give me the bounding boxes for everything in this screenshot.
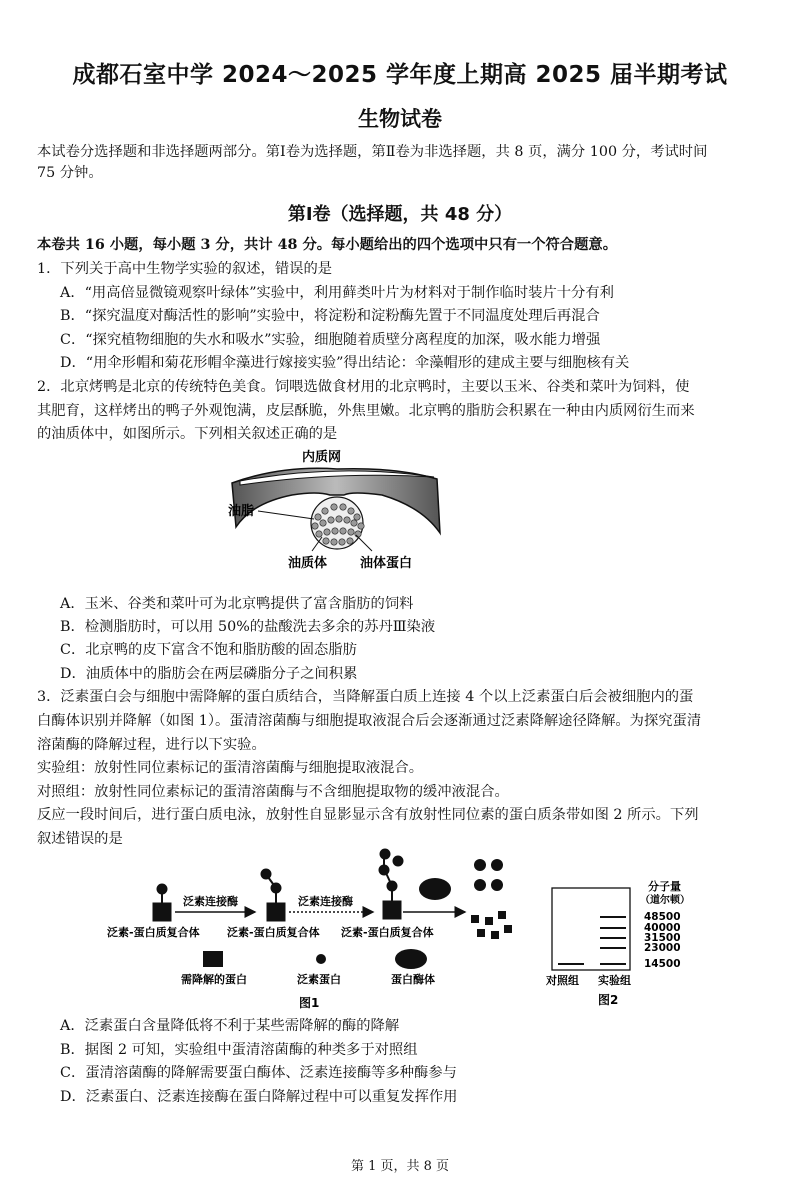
- legend-ubiquitin-shape: [316, 954, 326, 964]
- mw-14500: 14500: [644, 958, 681, 970]
- enzyme-label-2: 泛素连接酶: [298, 895, 353, 908]
- legend-target-label: 需降解的蛋白: [181, 973, 247, 986]
- legend-target-shape: [203, 951, 223, 967]
- oil-protein-label: 油体蛋白: [360, 556, 413, 571]
- section-instruction: 本卷共 16 小题，每小题 3 分，共计 48 分。每小题给出的四个选项中只有一个符合题意。: [37, 237, 617, 253]
- ubiquitin-pathway-figure: [105, 845, 525, 1015]
- degraded-fragments: [471, 911, 512, 939]
- oil-body-figure: [222, 445, 452, 575]
- q1-stem: 1．下列关于高中生物学实验的叙述，错误的是: [37, 261, 333, 277]
- section-title: 第Ⅰ卷（选择题，共 48 分）: [287, 204, 513, 225]
- intro-line-1: 本试卷分选择题和非选择题两部分。第Ⅰ卷为选择题，第Ⅱ卷为非选择题，共 8 页，满分 100 分，考试时间: [37, 144, 708, 160]
- complex-2: [261, 869, 285, 921]
- q2-stem-3: 的油质体中，如图所示。下列相关叙述正确的是: [37, 426, 338, 442]
- released-ubiquitin: [474, 859, 503, 891]
- q3-option-c: C．蛋清溶菌酶的降解需要蛋白酶体、泛素连接酶等多种酶参与: [60, 1065, 457, 1081]
- complex-label-2: 泛素-蛋白质复合体: [227, 926, 320, 939]
- q3-result-1: 反应一段时间后，进行蛋白质电泳，放射性自显影显示含有放射性同位素的蛋白质条带如图 2 所示。下列: [37, 807, 699, 823]
- mw-title-1: 分子量: [648, 880, 681, 893]
- control-lane-label: 对照组: [546, 974, 579, 987]
- mw-title-2: （道尔顿）: [640, 895, 690, 906]
- enzyme-label-1: 泛素连接酶: [183, 895, 238, 908]
- q1-option-d: D．“用伞形帽和菊花形帽伞藻进行嫁接实验”得出结论：伞藻帽形的建成主要与细胞核有关: [60, 355, 630, 371]
- q1-option-a: A．“用高倍显微镜观察叶绿体”实验中，利用藓类叶片为材料对于制作临时装片十分有利: [60, 285, 614, 301]
- q3-stem-1: 3．泛素蛋白会与细胞中需降解的蛋白质结合，当降解蛋白质上连接 4 个以上泛素蛋白后会被细胞内的蛋: [37, 689, 694, 705]
- q1-option-b: B．“探究温度对酶活性的影响”实验中，将淀粉和淀粉酶先置于不同温度处理后再混合: [60, 308, 600, 324]
- legend-proteasome-shape: [395, 949, 427, 969]
- q3-option-a: A．泛素蛋白含量降低将不利于某些需降解的酶的降解: [60, 1018, 400, 1034]
- q2-option-c: C．北京鸭的皮下富含不饱和脂肪酸的固态脂肪: [60, 642, 357, 658]
- mw-48500: 48500: [644, 911, 681, 923]
- oil-body-label: 油质体: [288, 556, 328, 571]
- q2-option-b: B．检测脂肪时，可以用 50%的盐酸洗去多余的苏丹Ⅲ染液: [60, 619, 436, 635]
- complex-1: [153, 884, 171, 921]
- complex-label-1: 泛素-蛋白质复合体: [107, 926, 200, 939]
- intro-line-2: 75 分钟。: [37, 165, 103, 181]
- q2-option-d: D．油质体中的脂肪会在两层磷脂分子之间积累: [60, 666, 358, 682]
- fig1-caption: 图1: [299, 996, 320, 1010]
- q3-experiment-group: 实验组：放射性同位素标记的蛋清溶菌酶与细胞提取液混合。: [37, 760, 424, 776]
- q3-stem-3: 溶菌酶的降解过程，进行以下实验。: [37, 737, 266, 753]
- page-footer: 第 1 页，共 8 页: [350, 1159, 450, 1174]
- complex-3: [379, 849, 403, 919]
- experiment-lane-label: 实验组: [598, 974, 631, 987]
- er-label: 内质网: [302, 450, 342, 465]
- mw-40000: 40000: [644, 922, 681, 934]
- electrophoresis-figure: [540, 878, 710, 1008]
- legend-ubiquitin-label: 泛素蛋白: [297, 973, 341, 986]
- q3-control-group: 对照组：放射性同位素标记的蛋清溶菌酶与不含细胞提取物的缓冲液混合。: [37, 784, 509, 800]
- exam-title: 成都石室中学 2024～2025 学年度上期高 2025 届半期考试: [72, 62, 728, 88]
- q2-stem-1: 2．北京烤鸭是北京的传统特色美食。饲喂选做食材用的北京鸭时，主要以玉米、谷类和菜叶为饲料，使: [37, 379, 690, 395]
- proteasome-shape: [419, 878, 451, 900]
- complex-label-3: 泛素-蛋白质复合体: [341, 926, 434, 939]
- q1-option-c: C．“探究植物细胞的失水和吸水”实验，细胞随着质壁分离程度的加深，吸水能力增强: [60, 332, 601, 348]
- subject-title: 生物试卷: [358, 107, 442, 131]
- q3-option-b: B．据图 2 可知，实验组中蛋清溶菌酶的种类多于对照组: [60, 1042, 418, 1058]
- mw-23000: 23000: [644, 942, 681, 954]
- mw-31500: 31500: [644, 932, 681, 944]
- q2-option-a: A．玉米、谷类和菜叶可为北京鸭提供了富含脂肪的饲料: [60, 596, 414, 612]
- fig2-caption: 图2: [598, 993, 619, 1007]
- legend-proteasome-label: 蛋白酶体: [391, 973, 435, 986]
- q3-stem-2: 白酶体识别并降解（如图 1）。蛋清溶菌酶与细胞提取液混合后会逐渐通过泛素降解途径降解。为探究蛋清: [37, 713, 702, 729]
- q3-option-d: D．泛素蛋白、泛素连接酶在蛋白降解过程中可以重复发挥作用: [60, 1089, 458, 1105]
- fat-label: 油脂: [228, 504, 255, 519]
- q3-result-2: 叙述错误的是: [37, 831, 123, 847]
- q2-stem-2: 其肥育，这样烤出的鸭子外观饱满，皮层酥脆，外焦里嫩。北京鸭的脂肪会积累在一种由内质网衍生而来: [37, 403, 695, 419]
